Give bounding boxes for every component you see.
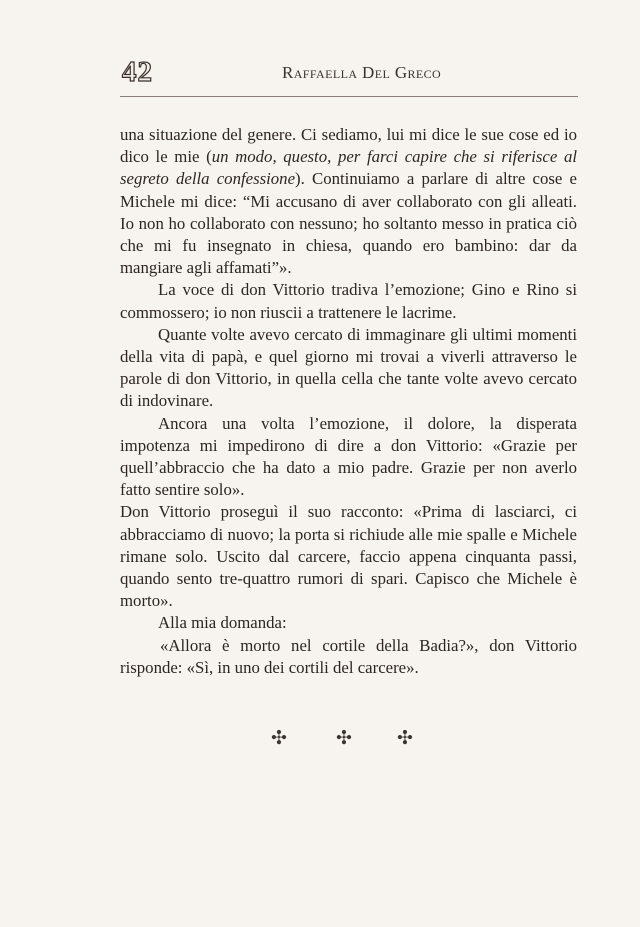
paragraph-6: Alla mia domanda: [158, 613, 287, 633]
section-break-ornaments [0, 728, 640, 756]
body-text [120, 124, 577, 679]
header-rule [120, 96, 578, 97]
page-header [120, 50, 578, 90]
running-head: Raffaella Del Greco [282, 63, 442, 82]
page-number: 42 [122, 56, 153, 88]
paragraph-1-text-b: ). Continuiamo a parlare di altre cose e Michele mi dice: “Mi accusano di aver collaborato con gli alleati. Io non ho collaborato con nessuno; ho soltanto messo in pratica ciò che mi fu insegnato in chiesa, quando ero bambino: dar da mangiare agli affamati”». [120, 169, 577, 278]
paragraph-1-italic: un modo, questo, per farci capire che si riferisce al segreto della confessione [120, 147, 577, 189]
paragraph-1 [120, 124, 577, 279]
paragraph-2: La voce di don Vittorio tradiva l’emozione; Gino e Rino si commossero; io non riuscii a trattenere le lacrime. [120, 280, 577, 322]
paragraph-1-text-a: una situazione del genere. Ci sediamo, lui mi dice le sue cose ed io dico le mie ( [120, 125, 577, 167]
paragraph-4: Ancora una volta l’emozione, il dolore, la disperata impotenza mi impedirono di dire a don Vittorio: «Grazie per quell’abbraccio che ha dato a mio padre. Grazie per non averlo fatto sentire solo». [120, 413, 577, 500]
ornament-1-icon: ✣ [271, 728, 287, 749]
ornament-3-icon: ✣ [397, 728, 413, 749]
paragraph-5: Don Vittorio proseguì il suo racconto: «Prima di lasciarci, ci abbracciamo di nuovo; la porta si richiude alle mie spalle e Michele rimane solo. Uscito dal carcere, faccio appena cinquanta passi, quando sento tre-quattro rumori di spari. Capisco che Michele è morto». [120, 502, 577, 611]
paragraph-7: «Allora è morto nel cortile della Badia?», don Vittorio risponde: «Sì, in uno dei cortili del carcere». [120, 635, 577, 677]
ornament-2-icon: ✣ [336, 728, 352, 749]
paragraph-3: Quante volte avevo cercato di immaginare gli ultimi momenti della vita di papà, e quel giorno mi trovai a viverli attraverso le parole di don Vittorio, in quella cella che tante volte avevo cercato di indovinare. [120, 324, 577, 411]
